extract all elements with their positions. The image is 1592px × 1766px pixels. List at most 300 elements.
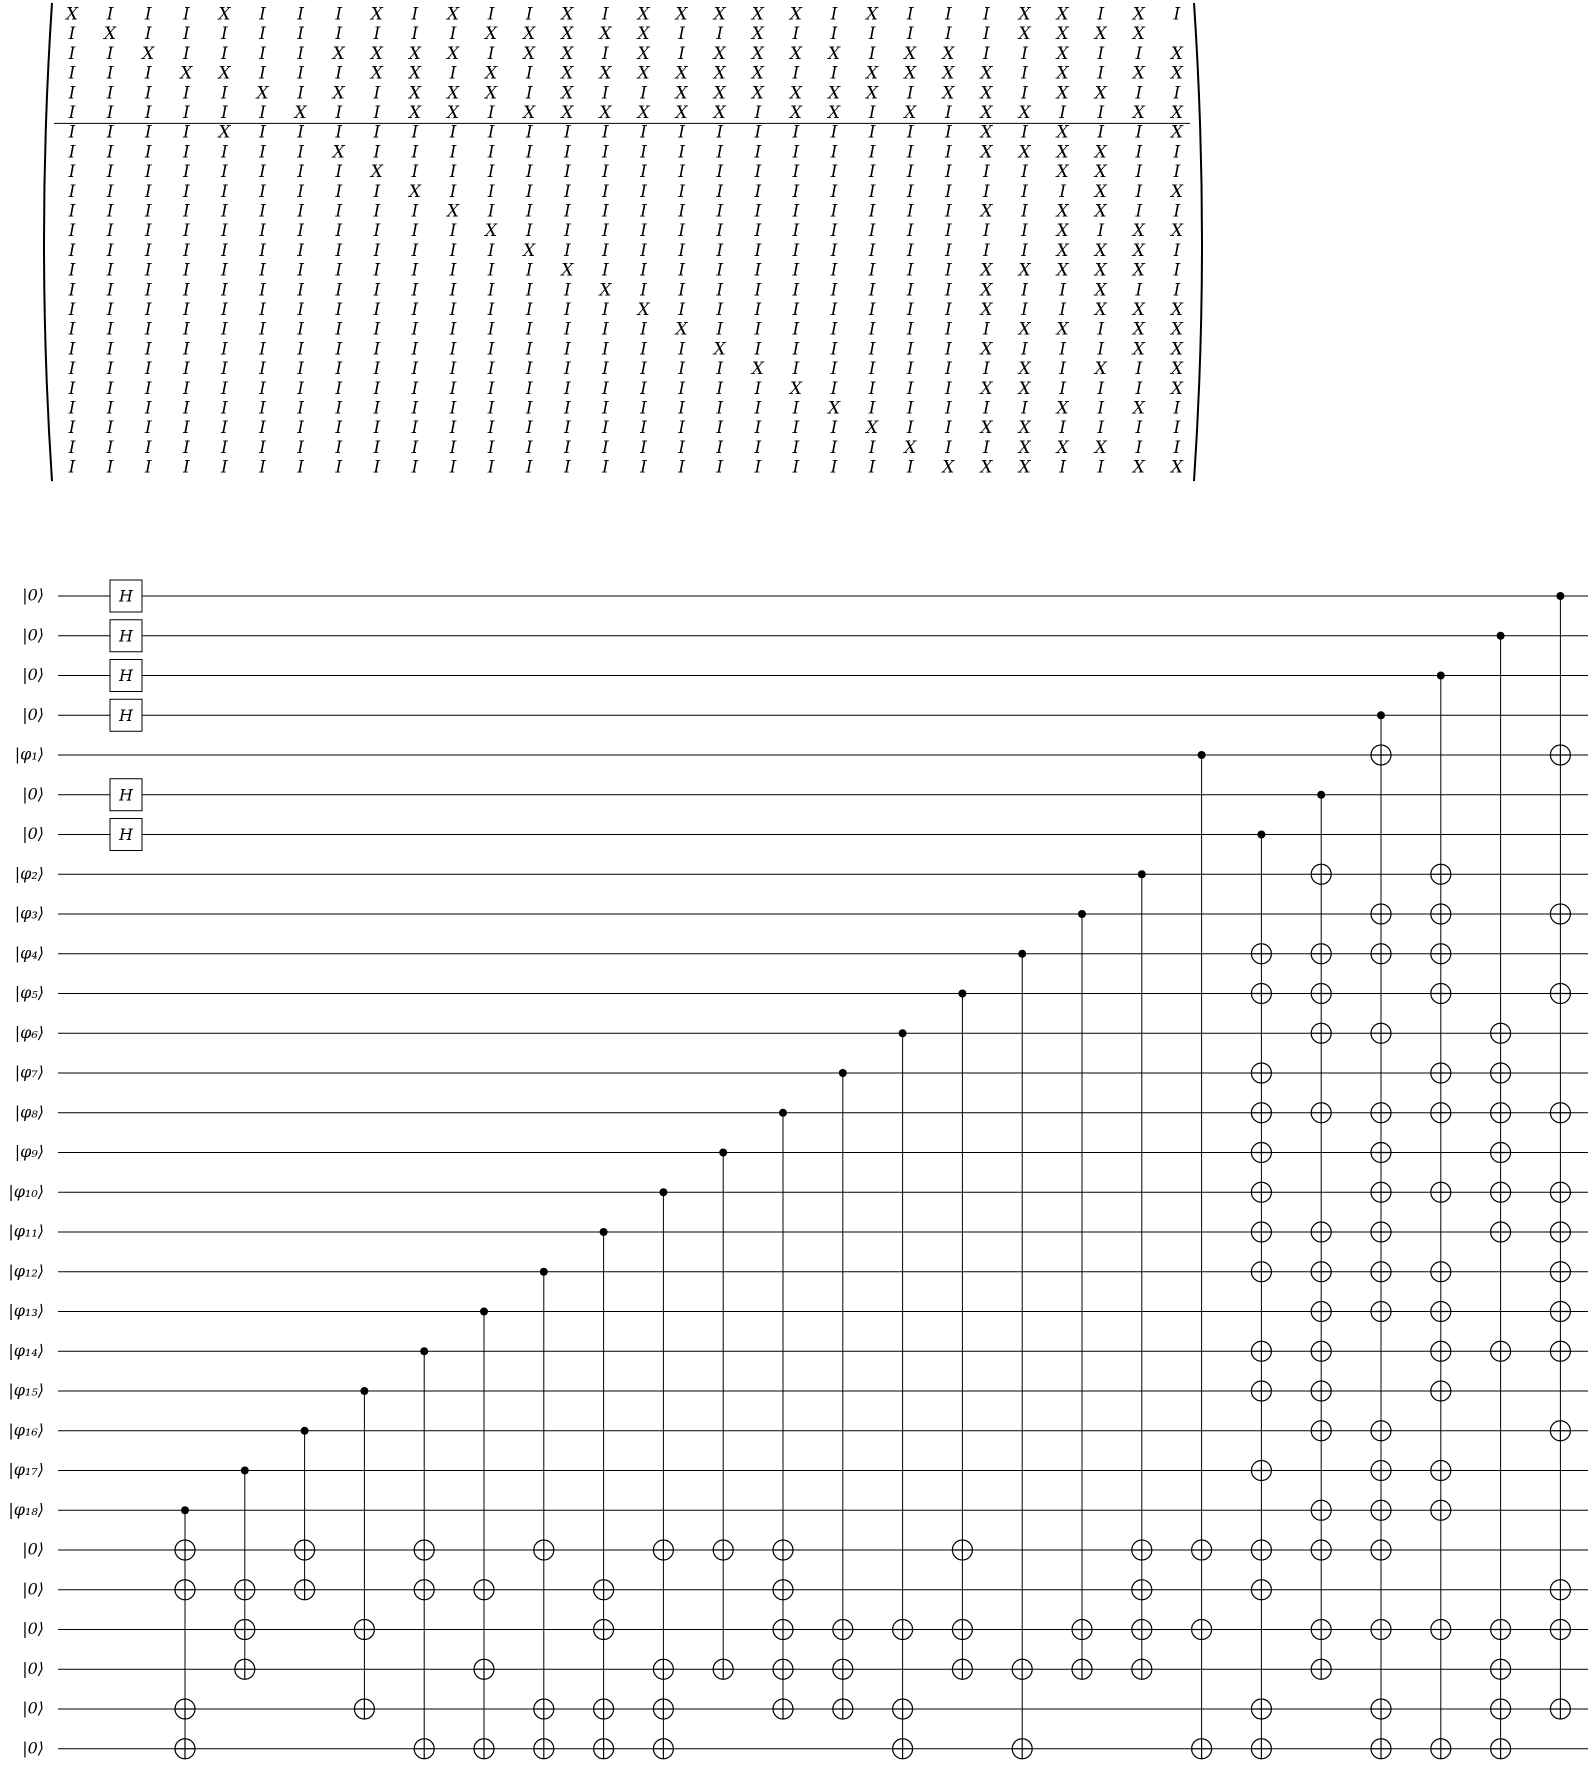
matrix-entry: I <box>411 359 419 380</box>
matrix-entry: I <box>716 221 724 242</box>
matrix-entry: I <box>792 359 800 380</box>
matrix-entry: X <box>1170 378 1183 399</box>
matrix-entry: I <box>602 260 609 281</box>
matrix-entry: X <box>751 63 764 84</box>
matrix-entry: I <box>640 339 647 360</box>
matrix-entry: X <box>1056 122 1069 143</box>
matrix-entry: I <box>1097 398 1105 419</box>
matrix-entry: X <box>599 24 612 45</box>
hadamard-label: H <box>119 586 133 606</box>
matrix-entry: I <box>983 181 990 202</box>
matrix-entry: I <box>297 181 304 202</box>
matrix-entry: I <box>792 260 800 281</box>
matrix-entry: X <box>1018 142 1031 163</box>
matrix-entry: I <box>830 181 838 202</box>
matrix-entry: I <box>1021 162 1028 183</box>
matrix-entry: I <box>106 181 114 202</box>
matrix-entry: X <box>675 319 688 340</box>
matrix-entry: I <box>525 83 533 104</box>
matrix-entry: I <box>449 162 457 183</box>
matrix-entry: I <box>1097 378 1105 399</box>
matrix-entry: X <box>904 43 917 64</box>
matrix-entry: X <box>1170 221 1183 242</box>
matrix-entry: X <box>1056 162 1069 183</box>
matrix-entry: I <box>983 24 990 45</box>
wire-label: |φ₁₀⟩ <box>8 1181 44 1201</box>
matrix-entry: I <box>640 201 647 222</box>
matrix-entry: X <box>637 43 650 64</box>
control-dot <box>1078 910 1086 918</box>
matrix-entry: X <box>1056 43 1069 64</box>
matrix-entry: I <box>335 162 343 183</box>
matrix-entry: I <box>640 260 647 281</box>
matrix-entry: X <box>1094 142 1107 163</box>
matrix-entry: I <box>182 300 190 320</box>
matrix-entry: I <box>144 122 152 143</box>
matrix-entry: I <box>449 24 457 45</box>
matrix-entry: I <box>411 162 419 183</box>
matrix-entry: I <box>1059 359 1066 380</box>
control-dot <box>958 990 966 998</box>
matrix-entry: X <box>866 418 879 439</box>
control-dot <box>1437 672 1445 680</box>
matrix-entry: I <box>144 300 152 320</box>
matrix-entry: X <box>370 63 383 84</box>
matrix-entry: I <box>754 300 762 320</box>
matrix-entry: X <box>1094 83 1107 104</box>
matrix-entry: I <box>182 142 190 163</box>
matrix-entry: I <box>373 339 381 360</box>
matrix-entry: I <box>259 398 266 419</box>
matrix-entry: I <box>602 398 609 419</box>
matrix-entry: I <box>68 162 76 183</box>
matrix-entry: I <box>1135 418 1143 439</box>
matrix-entry: X <box>866 83 879 104</box>
matrix-entry: I <box>1021 339 1028 360</box>
matrix-entry: I <box>68 43 76 64</box>
matrix-entry: I <box>487 162 495 183</box>
matrix-entry: I <box>335 221 343 242</box>
matrix-entry: I <box>487 319 495 340</box>
matrix-entry: I <box>1021 201 1028 222</box>
matrix-entry: I <box>259 260 266 281</box>
left-parenthesis <box>44 3 52 481</box>
matrix-entry: I <box>1097 43 1105 64</box>
matrix-entry: I <box>335 339 343 360</box>
matrix-entry: I <box>906 24 914 45</box>
matrix-entry: I <box>792 457 800 478</box>
matrix-entry: I <box>182 201 190 222</box>
matrix-entry: I <box>144 437 152 458</box>
control-dot <box>719 1149 727 1157</box>
matrix-entry: I <box>1173 280 1181 301</box>
matrix-entry: I <box>1021 240 1028 261</box>
matrix-entry: X <box>104 24 117 45</box>
wire-label: |0⟩ <box>22 585 44 605</box>
matrix-entry: I <box>182 103 190 123</box>
matrix-entry: I <box>906 398 914 419</box>
matrix-entry: I <box>716 201 724 222</box>
matrix-entry: X <box>751 24 764 45</box>
matrix-entry: I <box>449 319 457 340</box>
matrix-entry: I <box>563 359 571 380</box>
matrix-entry: X <box>561 4 574 25</box>
matrix-entry: I <box>754 457 762 478</box>
matrix-entry: X <box>485 221 498 242</box>
matrix-entry: X <box>1094 240 1107 261</box>
matrix-entry: I <box>792 339 800 360</box>
matrix-entry: I <box>678 280 685 301</box>
wire-label: |φ₁⟩ <box>14 744 44 764</box>
matrix-entry: I <box>944 122 952 143</box>
matrix-entry: X <box>1132 300 1145 320</box>
matrix-entry: I <box>1135 378 1143 399</box>
matrix-entry: X <box>485 63 498 84</box>
matrix-entry: I <box>373 378 381 399</box>
matrix-entry: I <box>716 162 724 183</box>
matrix-entry: I <box>640 280 647 301</box>
matrix-entry: I <box>335 319 343 340</box>
matrix-entry: I <box>182 43 190 64</box>
matrix-entry: I <box>259 181 266 202</box>
matrix-entry: I <box>1097 63 1105 84</box>
matrix-entry: I <box>1097 4 1105 25</box>
matrix-entry: I <box>68 437 76 458</box>
matrix-entry: I <box>868 103 876 123</box>
matrix-entry: I <box>1135 201 1143 222</box>
matrix-entry: I <box>868 142 876 163</box>
matrix-entry: I <box>68 398 76 419</box>
hadamard-label: H <box>119 785 133 805</box>
matrix-entry: X <box>485 24 498 45</box>
matrix-entry: I <box>944 162 952 183</box>
matrix-entry: I <box>716 378 724 399</box>
matrix-entry: I <box>449 122 457 143</box>
matrix-entry: I <box>792 63 800 84</box>
matrix-entry: I <box>449 260 457 281</box>
matrix-entry: I <box>830 339 838 360</box>
matrix-entry: I <box>1173 437 1181 458</box>
matrix-entry: I <box>525 319 533 340</box>
matrix-entry: X <box>1018 437 1031 458</box>
matrix-entry: X <box>1170 339 1183 360</box>
control-dot <box>301 1427 309 1435</box>
matrix-entry: I <box>602 142 609 163</box>
control-dot <box>779 1109 787 1117</box>
matrix-entry: I <box>373 359 381 380</box>
matrix-entry: I <box>525 63 533 84</box>
matrix-entry: I <box>411 221 419 242</box>
matrix-entry: X <box>1018 4 1031 25</box>
matrix-entry: X <box>408 181 421 202</box>
control-dot <box>420 1347 428 1355</box>
matrix-entry: I <box>525 201 533 222</box>
matrix-entry: X <box>980 201 993 222</box>
matrix-entry: X <box>446 83 460 104</box>
matrix-entry: I <box>221 240 228 261</box>
control-dot <box>839 1069 847 1077</box>
matrix-entry: I <box>563 319 571 340</box>
matrix-entry: I <box>754 418 762 439</box>
matrix-entry: I <box>944 221 952 242</box>
wire-label: |0⟩ <box>22 1539 44 1559</box>
quantum-circuit <box>8 580 1588 1759</box>
matrix-entry: X <box>713 339 726 360</box>
matrix-entry: I <box>602 221 609 242</box>
matrix-entry: I <box>830 24 838 45</box>
matrix-entry: I <box>1173 398 1181 419</box>
matrix-entry: I <box>906 418 914 439</box>
matrix-entry: I <box>297 260 304 281</box>
matrix-entry: X <box>904 63 917 84</box>
matrix-entry: X <box>599 63 612 84</box>
matrix-entry: I <box>754 221 762 242</box>
matrix-entry: I <box>106 201 114 222</box>
matrix-entry: I <box>144 201 152 222</box>
matrix-entry: I <box>259 319 266 340</box>
matrix-entry: I <box>221 359 228 380</box>
matrix-entry: X <box>1056 83 1069 104</box>
matrix-entry: X <box>523 240 536 261</box>
control-dot <box>480 1308 488 1316</box>
matrix-entry: X <box>218 122 231 143</box>
matrix-entry: I <box>640 162 647 183</box>
matrix-entry: I <box>259 122 266 143</box>
matrix-entry: I <box>449 359 457 380</box>
matrix-entry: I <box>487 43 495 64</box>
matrix-entry: I <box>525 260 533 281</box>
matrix-entry: I <box>678 24 685 45</box>
matrix-entry: I <box>1059 103 1066 123</box>
matrix-entry: I <box>373 437 381 458</box>
matrix-entry: I <box>106 221 114 242</box>
matrix-entry: I <box>563 398 571 419</box>
matrix-entry: X <box>332 142 345 163</box>
matrix-entry: I <box>335 4 343 25</box>
matrix-entry: X <box>980 378 993 399</box>
matrix-entry: I <box>297 418 304 439</box>
matrix-entry: X <box>866 4 879 25</box>
matrix-entry: X <box>332 83 345 104</box>
matrix-entry: I <box>411 319 419 340</box>
matrix-entry: I <box>678 300 685 320</box>
control-dot <box>181 1506 189 1514</box>
matrix-entry: I <box>373 201 381 222</box>
matrix-entry: I <box>297 359 304 380</box>
wire-label: |φ₅⟩ <box>14 983 44 1002</box>
matrix-entry: I <box>221 300 228 320</box>
matrix-entry: I <box>182 4 190 25</box>
matrix-entry: X <box>446 103 460 123</box>
matrix-entry: I <box>754 240 762 261</box>
matrix-entry: I <box>259 300 266 320</box>
control-dot <box>1377 711 1385 719</box>
matrix-entry: I <box>449 142 457 163</box>
matrix-entry: I <box>563 201 571 222</box>
matrix-entry: I <box>221 43 228 64</box>
matrix-entry: I <box>830 221 838 242</box>
matrix-entry: X <box>827 398 841 419</box>
matrix-entry: I <box>297 43 304 64</box>
matrix-entry: I <box>106 63 114 84</box>
matrix-entry: X <box>751 359 764 380</box>
matrix-entry: I <box>68 339 76 360</box>
matrix-entry: I <box>182 122 190 143</box>
matrix-entry: I <box>373 181 381 202</box>
matrix-entry: I <box>411 437 419 458</box>
control-dot <box>899 1029 907 1037</box>
matrix-entry: X <box>980 260 993 281</box>
matrix-entry: X <box>942 43 955 64</box>
matrix-entry: X <box>980 142 993 163</box>
matrix-entry: I <box>411 398 419 419</box>
matrix-entry: X <box>256 83 269 104</box>
matrix-entry: I <box>983 437 990 458</box>
matrix-entry: X <box>1094 300 1107 320</box>
matrix-entry: I <box>868 280 876 301</box>
matrix-entry: I <box>754 122 762 143</box>
matrix-entry: X <box>637 63 650 84</box>
matrix-entry: I <box>1059 280 1066 301</box>
matrix-entry: I <box>563 240 571 261</box>
matrix-entry: I <box>944 300 952 320</box>
matrix-entry: I <box>106 83 114 104</box>
matrix-entry: I <box>259 63 266 84</box>
matrix-entry: I <box>297 378 304 399</box>
matrix-entry: X <box>1132 103 1145 123</box>
matrix-entry: I <box>678 221 685 242</box>
matrix-entry: X <box>142 43 155 64</box>
matrix-entry: I <box>297 457 304 478</box>
matrix-entry: X <box>713 4 726 25</box>
hadamard-label: H <box>119 825 133 844</box>
matrix-entry: I <box>373 457 381 478</box>
control-dot <box>1138 870 1146 878</box>
matrix-entry: I <box>335 24 343 45</box>
matrix-entry: I <box>335 122 343 143</box>
matrix-entry: I <box>259 418 266 439</box>
matrix-entry: X <box>446 4 460 25</box>
wire-label: |φ₁₄⟩ <box>8 1340 44 1360</box>
matrix-entry: I <box>68 83 76 104</box>
matrix-entry: I <box>563 162 571 183</box>
matrix-entry: I <box>525 359 533 380</box>
matrix-entry: X <box>1170 300 1183 320</box>
matrix-entry: I <box>411 201 419 222</box>
matrix-entry: I <box>602 418 609 439</box>
matrix-entry: I <box>868 201 876 222</box>
matrix-entry: I <box>297 300 304 320</box>
matrix-entry: I <box>602 83 609 104</box>
matrix-entry: I <box>868 339 876 360</box>
matrix-entry: I <box>792 437 800 458</box>
matrix-entry: I <box>487 457 495 478</box>
matrix-entry: I <box>449 398 457 419</box>
matrix-entry: I <box>563 280 571 301</box>
matrix-entry: I <box>144 260 152 281</box>
matrix-entry: X <box>1094 201 1107 222</box>
matrix-entry: I <box>182 378 190 399</box>
matrix-entry: I <box>487 339 495 360</box>
control-dot <box>360 1387 368 1395</box>
matrix-entry: I <box>144 359 152 380</box>
hadamard-label: H <box>119 626 133 646</box>
matrix-entry: I <box>297 339 304 360</box>
matrix-entry: I <box>525 221 533 242</box>
hadamard-label: H <box>119 705 133 725</box>
matrix-entry: I <box>1059 181 1066 202</box>
matrix-entry: I <box>1135 359 1143 380</box>
matrix-entry: I <box>754 437 762 458</box>
matrix-entry: I <box>792 300 800 320</box>
matrix-entry: X <box>675 4 688 25</box>
matrix-entry: I <box>640 221 647 242</box>
matrix-entry: I <box>678 457 685 478</box>
matrix-entry: I <box>297 24 304 45</box>
matrix-entry: I <box>868 240 876 261</box>
matrix-entry: X <box>446 201 460 222</box>
right-parenthesis <box>1194 3 1202 481</box>
matrix-entry: I <box>640 122 647 143</box>
matrix-entry: I <box>640 457 647 478</box>
matrix-entry: X <box>1132 63 1145 84</box>
matrix-entry: I <box>106 319 114 340</box>
matrix-entry: I <box>830 260 838 281</box>
matrix-entry: I <box>754 260 762 281</box>
matrix-entry: I <box>373 319 381 340</box>
matrix-entry: I <box>373 418 381 439</box>
matrix-entry: I <box>602 122 609 143</box>
matrix-entry: I <box>259 240 266 261</box>
matrix-entry: X <box>1018 319 1031 340</box>
matrix-entry: X <box>1056 24 1069 45</box>
matrix-entry: I <box>411 280 419 301</box>
control-dot <box>1257 831 1265 839</box>
matrix-entry: I <box>640 142 647 163</box>
matrix-entry: X <box>942 457 955 478</box>
matrix-entry: I <box>373 300 381 320</box>
matrix-entry: X <box>561 43 574 64</box>
matrix-entry: I <box>792 319 800 340</box>
matrix-entry: I <box>449 221 457 242</box>
matrix-entry: X <box>675 83 688 104</box>
matrix-entry: X <box>1170 63 1183 84</box>
matrix-entry: I <box>297 280 304 301</box>
matrix-entry: I <box>144 103 152 123</box>
matrix-entry: I <box>259 221 266 242</box>
matrix-entry: I <box>335 300 343 320</box>
matrix-entry: X <box>408 63 421 84</box>
matrix-entry: I <box>830 63 838 84</box>
matrix-entry: I <box>868 378 876 399</box>
matrix-entry: X <box>675 103 688 123</box>
matrix-entry: I <box>1059 457 1066 478</box>
matrix-entry: I <box>373 260 381 281</box>
matrix-entry: I <box>716 437 724 458</box>
wire-label: |φ₄⟩ <box>14 943 44 963</box>
matrix-entry: I <box>830 240 838 261</box>
matrix-entry: I <box>221 201 228 222</box>
matrix-entry: X <box>1094 162 1107 183</box>
matrix-entry: I <box>182 221 190 242</box>
matrix-entry: I <box>944 398 952 419</box>
matrix-entry: I <box>602 319 609 340</box>
matrix-entry: X <box>561 24 574 45</box>
matrix-entry: I <box>487 398 495 419</box>
matrix-entry: I <box>259 43 266 64</box>
matrix-entry: X <box>408 83 421 104</box>
matrix-entry: I <box>144 240 152 261</box>
